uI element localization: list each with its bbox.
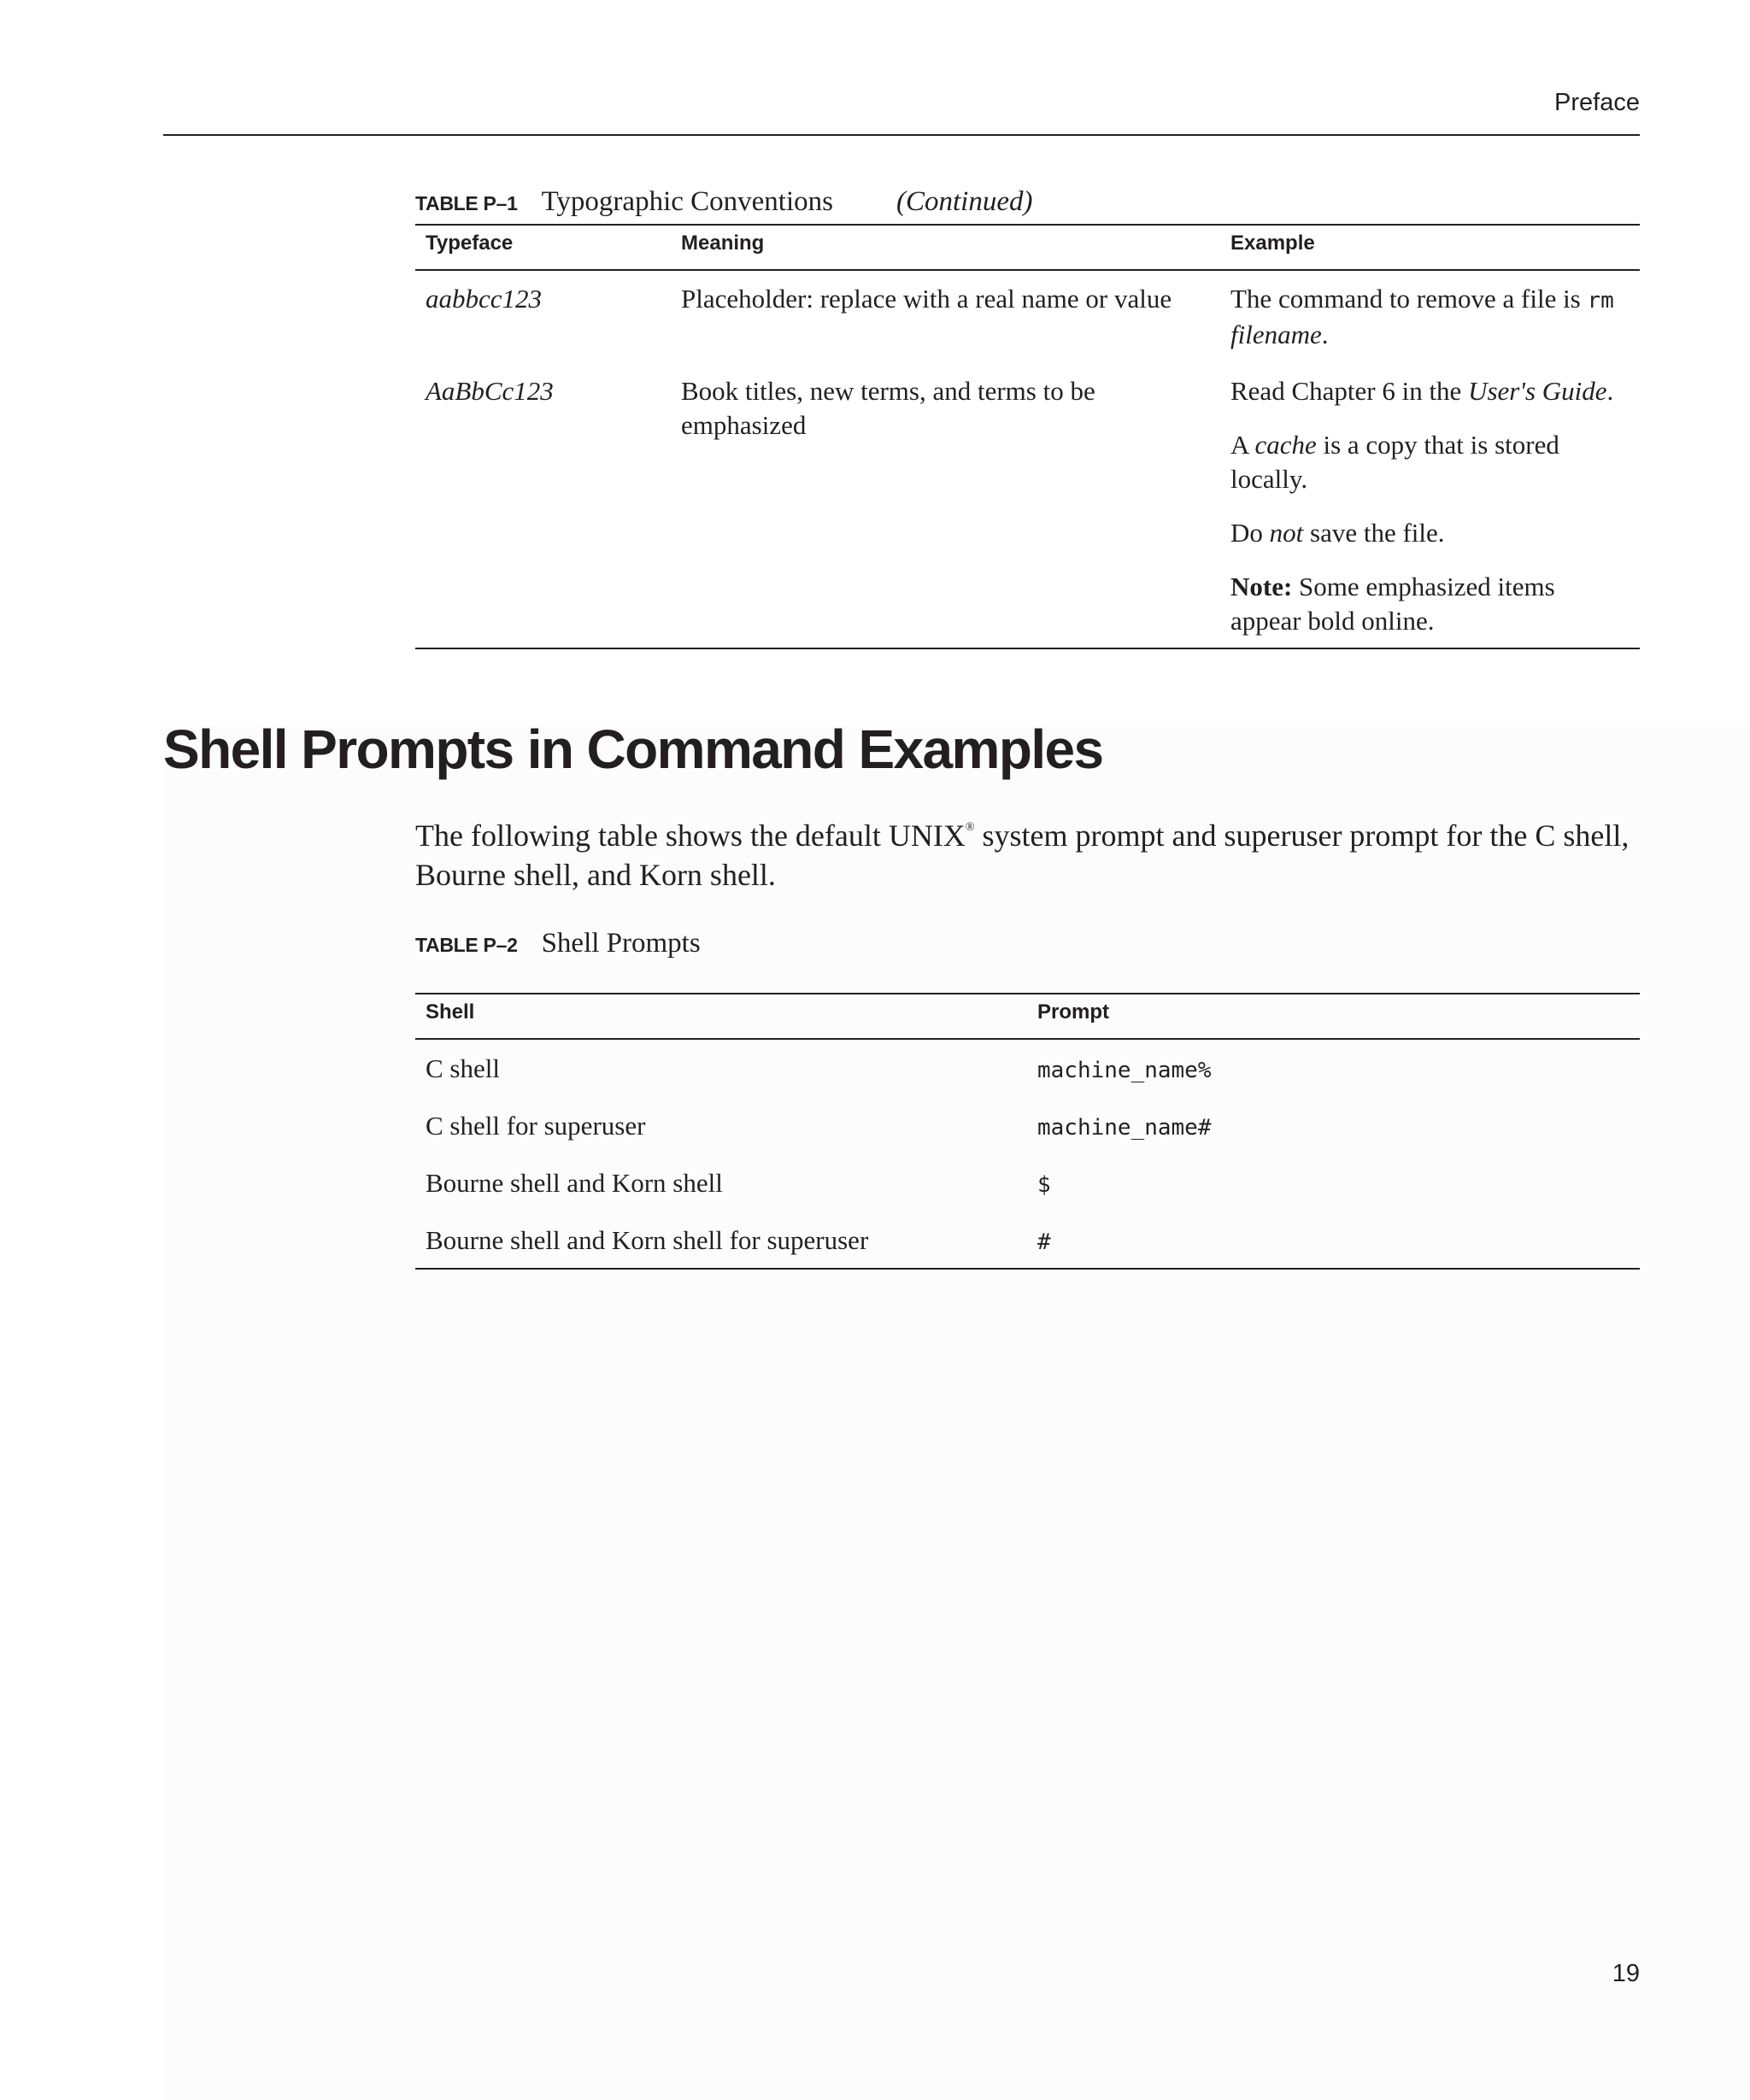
table1-row2-example (1230, 374, 1615, 638)
table1-row1-meaning: Placeholder: replace with a real name or value (681, 284, 1172, 314)
table2-row2-prompt: machine_name# (1037, 1115, 1212, 1141)
example-paragraph (1230, 516, 1615, 550)
example-text: The command to remove a file is (1230, 284, 1588, 314)
table2-header-rule (415, 1038, 1640, 1040)
table2-row1-shell: C shell (426, 1053, 500, 1083)
section-heading: Shell Prompts in Command Examples (163, 719, 1103, 780)
table2-caption (415, 928, 701, 959)
table1-header-rule (415, 269, 1640, 271)
example-text: is a copy that is stored locally. (1230, 430, 1559, 494)
table2-header-shell: Shell (426, 1000, 475, 1024)
table1-label: TABLE P–1 (415, 192, 518, 214)
example-paragraph (1230, 570, 1615, 638)
example-bold: Note: (1230, 572, 1293, 601)
table1-continued: (Continued) (896, 186, 1033, 217)
intro-text: The following table shows the default UNIX (415, 818, 966, 853)
table1-row2-meaning: Book titles, new terms, and terms to be emphasized (681, 376, 1095, 440)
table2-label: TABLE P–2 (415, 934, 518, 956)
example-placeholder: filename (1230, 320, 1322, 349)
example-text: Do (1230, 518, 1270, 548)
example-italic: not (1269, 518, 1304, 548)
example-text: save the file. (1303, 518, 1445, 548)
example-italic: User's Guide (1468, 376, 1607, 406)
example-text: Read Chapter 6 in the (1230, 376, 1469, 406)
table2-header-prompt: Prompt (1037, 1000, 1109, 1024)
table2-row2-shell: C shell for superuser (426, 1111, 646, 1141)
table1-caption (415, 186, 1032, 218)
registered-mark: ® (965, 821, 975, 834)
running-head: Preface (1554, 89, 1640, 116)
table1-row2-typeface: AaBbCc123 (426, 376, 554, 406)
example-period: . (1321, 320, 1329, 349)
example-text: Some emphasized items appear bold online. (1230, 572, 1555, 636)
table1-bottom-rule (415, 648, 1640, 649)
table1-header-typeface: Typeface (426, 232, 514, 255)
table1-row1-typeface: aabbcc123 (426, 284, 543, 314)
example-text: A (1230, 430, 1255, 460)
table2-top-rule (415, 993, 1640, 994)
example-italic: cache (1254, 430, 1317, 460)
table2-bottom-rule (415, 1268, 1640, 1270)
table1-top-rule (415, 224, 1640, 226)
table2-title: Shell Prompts (541, 928, 701, 959)
table2-row4-shell: Bourne shell and Korn shell for superuser (426, 1225, 869, 1255)
example-text: . (1606, 376, 1614, 406)
table1-row1-example (1230, 282, 1632, 352)
table2-row1-prompt: machine_name% (1037, 1058, 1212, 1083)
table2-row3-shell: Bourne shell and Korn shell (426, 1168, 723, 1198)
table1-title: Typographic Conventions (541, 186, 833, 217)
section-intro (415, 808, 1646, 895)
table1-header-example: Example (1230, 232, 1315, 255)
example-paragraph (1230, 428, 1615, 496)
header-rule (163, 134, 1640, 136)
intro-text: system prompt and superuser prompt for the C shell, Bourne shell, and Korn shell. (415, 818, 1630, 892)
page-number: 19 (1612, 1960, 1640, 1987)
table1-header-meaning: Meaning (681, 232, 765, 255)
example-code: rm (1587, 288, 1614, 314)
table2-row4-prompt: # (1037, 1229, 1051, 1255)
example-paragraph (1230, 374, 1615, 408)
page-background (163, 726, 1750, 2100)
table2-row3-prompt: $ (1037, 1172, 1051, 1198)
